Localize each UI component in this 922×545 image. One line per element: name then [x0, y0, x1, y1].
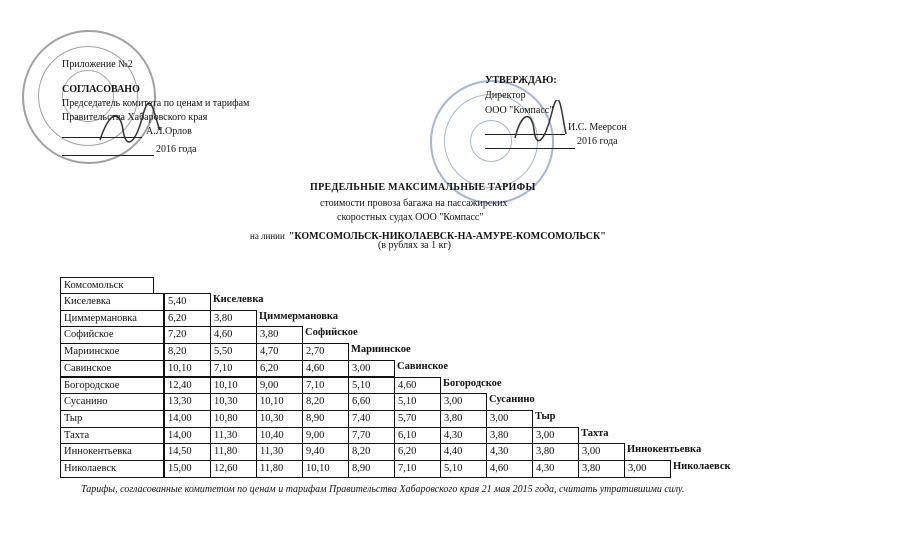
row-station-name: Софийское — [60, 326, 164, 344]
diagonal-station-label: Сусанино — [489, 394, 535, 406]
tariff-cell: 10,30 — [210, 393, 257, 411]
tariff-cell: 11,30 — [210, 427, 257, 445]
diagonal-station-label: Иннокентьевка — [627, 444, 702, 456]
tariff-cell: 8,20 — [348, 443, 395, 461]
row-station-name: Киселевка — [60, 293, 164, 311]
tariff-cell: 10,80 — [210, 410, 257, 428]
tariff-cell: 8,90 — [348, 460, 395, 478]
tariff-cell: 5,10 — [394, 393, 441, 411]
document-title: ПРЕДЕЛЬНЫЕ МАКСИМАЛЬНЫЕ ТАРИФЫ — [310, 182, 536, 193]
route-prefix: на линии — [250, 231, 285, 241]
tariff-cell: 10,10 — [256, 393, 303, 411]
tariff-cell: 4,60 — [486, 460, 533, 478]
agreed-label: СОГЛАСОВАНО — [62, 84, 140, 95]
tariff-cell: 4,40 — [440, 443, 487, 461]
company-name: ООО "Компасс" — [485, 105, 554, 116]
row-station-name: Иннокентьевка — [60, 443, 164, 461]
tariff-cell: 4,60 — [210, 326, 257, 344]
heading-line2: стоимости провоза багажа на пассажирских — [320, 198, 508, 209]
tariff-cell: 3,80 — [256, 326, 303, 344]
tariff-cell: 4,30 — [440, 427, 487, 445]
tariff-cell: 6,20 — [164, 310, 211, 328]
diagonal-station-label: Николаевск — [673, 461, 731, 472]
diagonal-station-label: Тыр — [535, 410, 556, 422]
tariff-cell: 4,60 — [302, 360, 349, 378]
tariff-cell: 11,30 — [256, 443, 303, 461]
tariff-cell: 7,10 — [394, 460, 441, 478]
tariff-cell: 3,00 — [624, 460, 671, 478]
tariff-cell: 4,30 — [486, 443, 533, 461]
route-name: "КОМСОМОЛЬСК-НИКОЛАЕВСК-НА-АМУРЕ-КОМСОМОЛЬСК" — [288, 231, 606, 242]
tariff-cell: 5,40 — [164, 293, 211, 311]
tariff-cell: 3,80 — [486, 427, 533, 445]
right-year: 2016 года — [577, 136, 618, 147]
appendix-number: Приложение №2 — [62, 59, 133, 70]
tariff-cell: 12,60 — [210, 460, 257, 478]
tariff-cell: 8,20 — [164, 343, 211, 361]
tariff-cell: 3,80 — [578, 460, 625, 478]
tariff-cell: 7,20 — [164, 326, 211, 344]
tariff-cell: 3,80 — [440, 410, 487, 428]
diagonal-station-label: Софийское — [305, 327, 358, 339]
tariff-cell: 3,80 — [210, 310, 257, 328]
tariff-cell: 9,40 — [302, 443, 349, 461]
tariff-cell: 4,30 — [532, 460, 579, 478]
tariff-cell: 14,00 — [164, 427, 211, 445]
tariff-cell: 10,10 — [164, 360, 211, 378]
tariff-cell: 6,20 — [256, 360, 303, 378]
tariff-cell: 11,80 — [210, 443, 257, 461]
tariff-cell: 10,10 — [302, 460, 349, 478]
tariff-cell: 6,60 — [348, 393, 395, 411]
tariff-cell: 3,00 — [440, 393, 487, 411]
tariff-cell: 7,10 — [210, 360, 257, 378]
units-note: (в рублях за 1 кг) — [378, 240, 451, 251]
tariff-cell: 7,10 — [302, 377, 349, 395]
tariff-cell: 7,70 — [348, 427, 395, 445]
tariff-cell: 14,00 — [164, 410, 211, 428]
tariff-cell: 13,30 — [164, 393, 211, 411]
row-station-name: Савинское — [60, 360, 164, 378]
tariff-cell: 7,40 — [348, 410, 395, 428]
heading-line3: скоростных судах ООО "Компасс" — [337, 212, 484, 223]
director-title: Директор — [485, 90, 526, 101]
diagonal-station-label: Тахта — [581, 427, 609, 439]
chair-title-line2: Правительства Хабаровского края — [62, 112, 208, 123]
tariff-cell: 8,20 — [302, 393, 349, 411]
left-year: 2016 года — [156, 144, 197, 155]
tariff-cell: 12,40 — [164, 377, 211, 395]
left-signer-name: А.Л.Орлов — [146, 126, 192, 137]
tariff-cell: 10,30 — [256, 410, 303, 428]
tariff-cell: 3,00 — [532, 427, 579, 445]
row-station-name: Мариинское — [60, 343, 164, 361]
tariff-cell: 5,70 — [394, 410, 441, 428]
tariff-cell: 9,00 — [256, 377, 303, 395]
diagonal-station-label: Киселевка — [213, 294, 264, 305]
tariff-cell: 8,90 — [302, 410, 349, 428]
tariff-cell: 10,10 — [210, 377, 257, 395]
tariff-cell: 6,20 — [394, 443, 441, 461]
tariff-cell: 11,80 — [256, 460, 303, 478]
row-station-name: Тахта — [60, 427, 164, 445]
tariff-cell: 4,70 — [256, 343, 303, 361]
footnote: Тарифы, согласованные комитетом по ценам и тарифам Правительства Хабаровского края 21 мая 2015 года, считать утратившими силу. — [81, 484, 685, 495]
tariff-cell: 3,00 — [578, 443, 625, 461]
tariff-cell: 5,50 — [210, 343, 257, 361]
row-station-name: Сусанино — [60, 393, 164, 411]
tariff-cell: 6,10 — [394, 427, 441, 445]
tariff-cell: 15,00 — [164, 460, 211, 478]
tariff-cell: 5,10 — [348, 377, 395, 395]
tariff-cell: 2,70 — [302, 343, 349, 361]
tariff-cell: 14,50 — [164, 443, 211, 461]
right-signer-name: И.С. Меерсон — [568, 122, 627, 133]
diagonal-station-label: Богородское — [443, 377, 502, 389]
row-station-name: Тыр — [60, 410, 164, 428]
row-station-name: Циммермановка — [60, 310, 164, 328]
diagonal-station-label: Савинское — [397, 360, 449, 372]
approve-label: УТВЕРЖДАЮ: — [485, 75, 557, 86]
diagonal-station-label: Мариинское — [351, 344, 411, 356]
tariff-cell: 3,80 — [532, 443, 579, 461]
top-station-label: Комсомольск — [60, 277, 154, 294]
tariff-cell: 3,00 — [486, 410, 533, 428]
diagonal-station-label: Циммермановка — [259, 310, 339, 322]
tariff-cell: 10,40 — [256, 427, 303, 445]
tariff-cell: 9,00 — [302, 427, 349, 445]
row-station-name: Николаевск — [60, 460, 164, 478]
chair-title-line1: Председатель комитета по ценам и тарифам — [62, 98, 250, 109]
tariff-cell: 3,00 — [348, 360, 395, 378]
row-station-name: Богородское — [60, 377, 164, 395]
tariff-cell: 5,10 — [440, 460, 487, 478]
tariff-cell: 4,60 — [394, 377, 441, 395]
